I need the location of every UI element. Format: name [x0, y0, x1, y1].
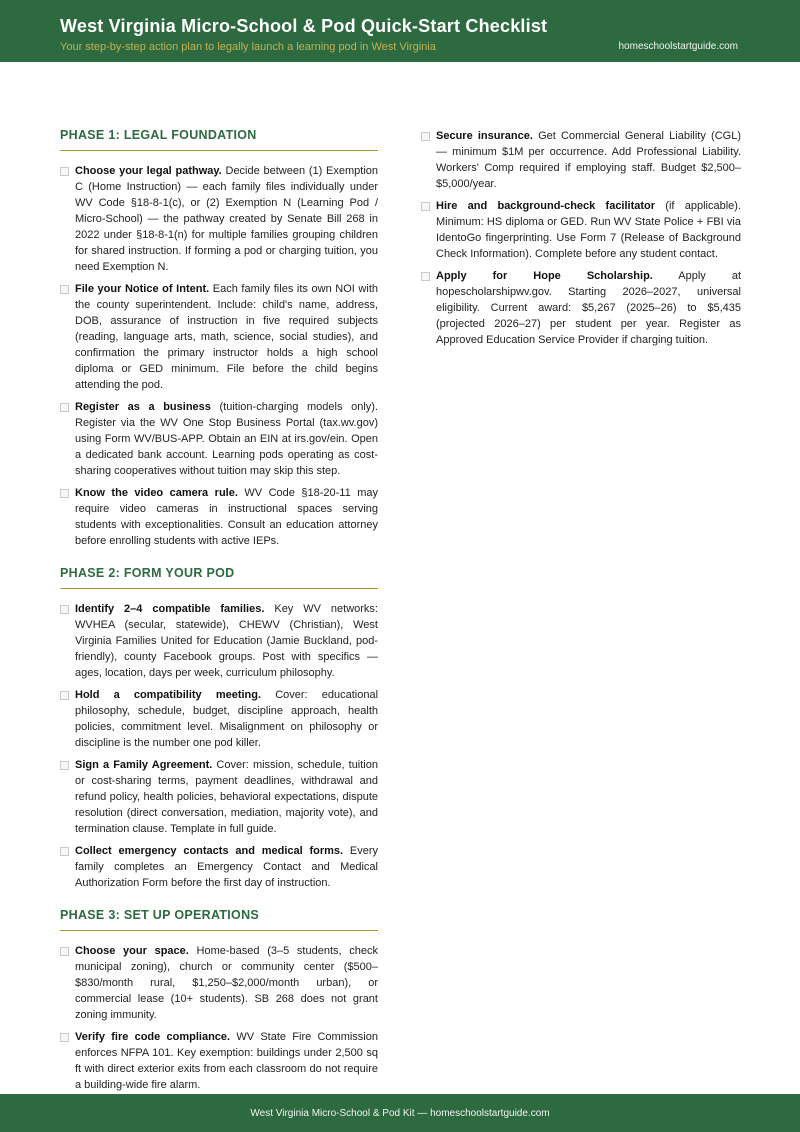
section-divider — [60, 150, 378, 151]
section-divider — [60, 588, 378, 589]
item-lead: Collect emergency contacts and medical forms. — [75, 845, 344, 857]
header — [0, 0, 800, 62]
item-lead: Apply for Hope Scholarship. — [436, 270, 653, 282]
item-text: Apply for Hope Scholarship. Apply at hopescholarshipwv.gov. Starting 2026–2027, universal eligibility. Current award: $5,267 (2025–26) to $5,435 (projected 2026–27) per student per year. Register as Approved Education Service Provider if charging tuition. — [436, 270, 741, 346]
checklist-item — [60, 687, 378, 751]
page-subtitle: Your step-by-step action plan to legally launch a learning pod in West Virginia — [60, 41, 436, 53]
checklist-item — [421, 128, 741, 192]
item-lead: Identify 2–4 compatible families. — [75, 603, 265, 615]
item-lead: Choose your space. — [75, 945, 189, 957]
checkbox-icon[interactable] — [60, 691, 69, 700]
item-text: Sign a Family Agreement. Cover: mission, schedule, tuition or cost-sharing terms, payment deadlines, withdrawal and refund policy, health policies, behavioral expectations, dispute resolution (direct conversation, mediation, majority vote), and termination clause. Template in full guide. — [75, 759, 378, 835]
checkbox-icon[interactable] — [60, 167, 69, 176]
checkbox-icon[interactable] — [60, 1033, 69, 1042]
item-lead: Hold a compatibility meeting. — [75, 689, 262, 701]
checklist-item — [60, 943, 378, 1023]
checkbox-icon[interactable] — [421, 272, 430, 281]
item-text: Choose your space. Home-based (3–5 students, check municipal zoning), church or community center ($500–$830/month rural, $1,250–$2,000/month urban), or commercial lease (10+ students). SB 268 does not grant zoning immunity. — [75, 945, 378, 1021]
column-right — [421, 128, 741, 354]
item-text: Identify 2–4 compatible families. Key WV networks: WVHEA (secular, statewide), CHEWV (Christian), West Virginia Families United for Education (Jamie Buckland, pod-friendly), county Facebook groups. Post with specifics — ages, location, days per week, curriculum philosophy. — [75, 603, 378, 679]
item-text: Hire and background-check facilitator (if applicable). Minimum: HS diploma or GED. Run WV State Police + FBI via IdentoGo fingerprinting. Use Form 7 (Release of Background Check Information). Complete before any student contact. — [436, 200, 741, 260]
checklist-item — [60, 757, 378, 837]
checkbox-icon[interactable] — [60, 605, 69, 614]
checklist-item — [421, 198, 741, 262]
phase-heading: PHASE 3: SET UP OPERATIONS — [60, 908, 260, 922]
checkbox-icon[interactable] — [60, 403, 69, 412]
item-lead: File your Notice of Intent. — [75, 283, 210, 295]
checkbox-icon[interactable] — [421, 132, 430, 141]
item-lead: Secure insurance. — [436, 130, 533, 142]
checkbox-icon[interactable] — [421, 202, 430, 211]
item-lead: Know the video camera rule. — [75, 487, 238, 499]
footer-text: West Virginia Micro-School & Pod Kit — homeschoolstartguide.com — [250, 1107, 550, 1119]
phase-heading: PHASE 2: FORM YOUR POD — [60, 566, 235, 580]
checklist-item — [60, 163, 378, 275]
item-text: File your Notice of Intent. Each family files its own NOI with the county superintendent. Include: child's name, address, DOB, assurance of instruction in five required subjects (reading, language arts, math, science, social studies), and confirmation the primary instructor holds a high school diploma or GED minimum. File before the child begins attending the pod. — [75, 283, 378, 391]
item-text: Secure insurance. Get Commercial General Liability (CGL) — minimum $1M per occurrence. Add Professional Liability. Workers' Comp required if employing staff. Budget $2,500–$5,000/year. — [436, 130, 741, 190]
item-text: Collect emergency contacts and medical forms. Every family completes an Emergency Contact and Medical Authorization Form before the first day of instruction. — [75, 845, 378, 889]
footer — [0, 1094, 800, 1132]
item-lead: Sign a Family Agreement. — [75, 759, 213, 771]
section-divider — [60, 930, 378, 931]
item-text: Hold a compatibility meeting. Cover: educational philosophy, schedule, budget, discipline approach, health policies, commitment level. Misalignment on philosophy or discipline is the number one pod killer. — [75, 689, 379, 749]
item-lead: Verify fire code compliance. — [75, 1031, 231, 1043]
phase-heading: PHASE 1: LEGAL FOUNDATION — [60, 128, 257, 142]
checklist-content — [0, 128, 800, 1092]
checklist-item — [60, 843, 378, 891]
checkbox-icon[interactable] — [60, 847, 69, 856]
checklist-item — [60, 399, 378, 479]
checklist-item — [60, 485, 378, 549]
header-title-block — [60, 16, 547, 53]
item-lead: Hire and background-check facilitator — [436, 200, 656, 212]
checklist-item — [60, 1029, 378, 1093]
checkbox-icon[interactable] — [60, 947, 69, 956]
header-site-url: homeschoolstartguide.com — [618, 41, 738, 52]
item-text: Choose your legal pathway. Decide between (1) Exemption C (Home Instruction) — each family files individually under WV Code §18-8-1(c), or (2) Exemption N (Learning Pod / Micro-School) — the pathway created by Senate Bill 268 in 2022 under §18-8-1(n) for multiple families grouping children for shared instruction. If forming a pod or charging tuition, you need Exemption N. — [75, 165, 378, 273]
item-lead: Register as a business — [75, 401, 211, 413]
item-text: Verify fire code compliance. WV State Fire Commission enforces NFPA 101. Key exemption: buildings under 2,500 sq ft with direct exterior exits from each classroom do not require a building-wide fire alarm. — [75, 1031, 378, 1091]
checkbox-icon[interactable] — [60, 285, 69, 294]
checkbox-icon[interactable] — [60, 761, 69, 770]
checklist-item — [60, 281, 378, 393]
item-lead: Choose your legal pathway. — [75, 165, 222, 177]
checklist-item — [421, 268, 741, 348]
checklist-item — [60, 601, 378, 681]
column-left — [60, 128, 378, 1099]
checkbox-icon[interactable] — [60, 489, 69, 498]
page-title: West Virginia Micro-School & Pod Quick-Start Checklist — [60, 16, 548, 36]
item-text: Know the video camera rule. WV Code §18-20-11 may require video cameras in instructional spaces serving students with exceptionalities. Consult an education attorney before enrolling students with active IEPs. — [75, 487, 379, 547]
item-text: Register as a business (tuition-charging models only). Register via the WV One Stop Business Portal (tax.wv.gov) using Form WV/BUS-APP. Obtain an EIN at irs.gov/ein. Open a dedicated bank account. Learning pods operating as cost-sharing cooperatives without tuition may skip this step. — [75, 401, 378, 477]
